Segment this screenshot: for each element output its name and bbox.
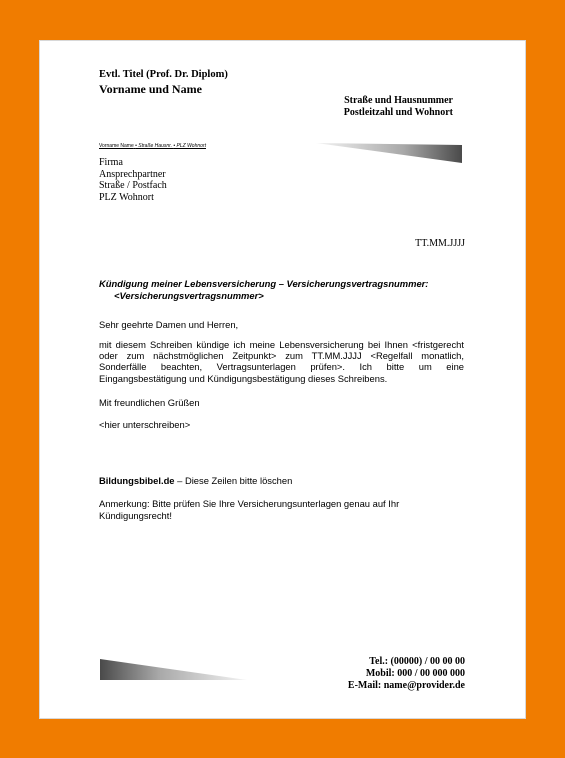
closing: Mit freundlichen Grüßen: [99, 397, 200, 408]
contact-mobile: Mobil: 000 / 00 000 000: [365, 668, 465, 679]
letter-body: mit diesem Schreiben kündige ich meine Lebensversicherung bei Ihnen <fristgerecht oder zum nächstmöglichen Zeitpunkt> zum TT.MM.JJJJ <Regelfall monatlich, Sonderfälle beachten, Vertragsunterlagen prüfen>. Ich bitte um eine Eingangsbestätigung und Kündigungsbestätigung dieses Schreibens.: [99, 339, 464, 384]
return-address-street: • Straße Hausnr.: [135, 143, 172, 149]
sender-postal: Postleitzahl und Wohnort: [343, 107, 453, 118]
salutation: Sehr geehrte Damen und Herren,: [99, 319, 239, 330]
remark: Anmerkung: Bitte prüfen Sie Ihre Versicherungsunterlagen genau auf Ihr Kündigungsrecht!: [99, 498, 400, 521]
return-address-line: [99, 143, 206, 149]
recipient-line: Straße / Postfach: [99, 180, 167, 191]
recipient-line: Firma: [99, 157, 123, 168]
contact-block: [348, 656, 465, 692]
return-address-city: • PLZ Wohnort: [173, 143, 206, 149]
brand-name: Bildungsbibel.de: [99, 475, 175, 486]
contact-phone: Tel.: (00000) / 00 00 00: [369, 656, 465, 667]
recipient-line: Ansprechpartner: [99, 168, 166, 180]
recipient-line: PLZ Wohnort: [99, 191, 154, 203]
sender-title: Evtl. Titel (Prof. Dr. Diplom): [99, 69, 228, 80]
letter-page: [40, 41, 525, 718]
recipient-address: [99, 157, 167, 203]
contact-email: E-Mail: name@provider.de: [347, 680, 465, 691]
brand-note-text: – Diese Zeilen bitte löschen: [174, 475, 293, 486]
letter-date: TT.MM.JJJJ: [415, 238, 465, 249]
signature-placeholder: <hier unterschreiben>: [99, 419, 191, 430]
return-address-name: Vorname Name: [99, 143, 134, 149]
subject-line-2: <Versicherungsvertragsnummer>: [114, 289, 264, 301]
brand-note: [99, 475, 292, 486]
sender-street: Straße und Hausnummer: [344, 95, 453, 106]
decorative-wedge-bottom: [99, 658, 249, 682]
subject: [99, 278, 428, 301]
sender-name: Vorname und Name: [99, 82, 202, 96]
subject-line-1: Kündigung meiner Lebensversicherung – Versicherungsvertragsnummer:: [99, 278, 429, 289]
decorative-wedge-top: [316, 142, 464, 164]
